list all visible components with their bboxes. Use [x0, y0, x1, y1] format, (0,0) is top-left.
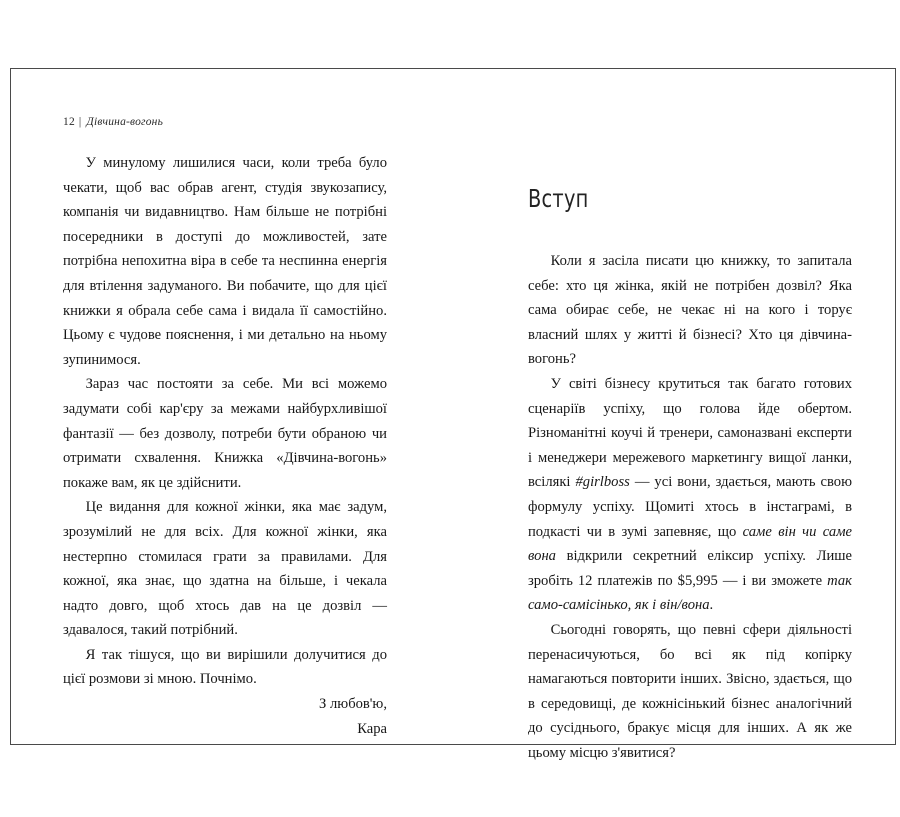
text-run: відкрили секретний еліксир успіху. Лише зробіть 12 платежів по $5,995 — і ви зможете [528, 548, 852, 589]
right-page [454, 69, 897, 761]
paragraph: Сьогодні говорять, що певні сфери діяльності перенасичуються, бо всі як під копірку намагаються повторити інших. Звісно, здається, що в середовищі, де кожнісінький бізнес аналогічний до сусіднього, бракує місця для інших. А як же цьому місцю з'явитися? [528, 621, 852, 761]
paragraph: У минулому лишилися часи, коли треба було чекати, щоб вас обрав агент, студія звукозапису, компанія чи видавництво. Нам більше не потрібні посередники в доступі до можливостей, зате потрібна непохитна віра в себе та неспинна енергія для втілення задуманого. Ви побачите, що для цієї книжки я обрала себе сама і видала її самостійно. Цьому є чудове пояснення, і ми детально на ньому зупинимося. [63, 155, 387, 368]
left-page-body [63, 151, 387, 741]
text-run: . [709, 597, 714, 614]
signoff-block [63, 692, 387, 741]
book-spread [10, 68, 896, 761]
running-head [63, 116, 163, 128]
text-run: У світі бізнесу крутиться так багато готових сценаріїв успіху, що голова йде обертом. Різноманітні коучі й тренери, самоназвані експерти і менеджери мережевого маркетингу вищої ланки, всілякі [528, 375, 852, 491]
signoff-closing: З любов'ю, [319, 696, 387, 713]
paragraph-with-italics [528, 372, 852, 618]
italic-phrase-just-like: так само-самісінько, як і він/вона [528, 572, 852, 614]
left-page [11, 69, 454, 744]
paragraph: Зараз час постояти за себе. Ми всі можемо задумати собі кар'єру за межами найбурхливішої фантазії — без дозволу, потреби бути обраною чи отримати схвалення. Книжка «Дівчина-вогонь» покаже вам, як це здійснити. [63, 376, 387, 491]
right-page-body [528, 249, 852, 765]
running-head-book-title: Дівчина-вогонь [86, 116, 164, 128]
italic-hashtag-girlboss: #girlboss [575, 474, 630, 491]
page-folio: 12 [63, 116, 75, 128]
italic-phrase-him-or-her: саме він чи саме вона [528, 523, 852, 565]
paragraph: Я так тішуся, що ви вирішили долучитися до цієї розмови зі мною. Почнімо. [63, 646, 387, 688]
paragraph: Коли я засіла писати цю книжку, то запитала себе: хто ця жінка, якій не потрібен дозвіл? Яка сама обирає себе, не чекає ні на кого і торує власний шлях у житті й бізнесі? Хто ця дівчина-вогонь? [528, 253, 852, 368]
chapter-title: Вступ [528, 184, 589, 213]
running-head-separator: | [78, 116, 82, 128]
paragraph: Це видання для кожної жінки, яка має задум, зрозумілий не для всіх. Для кожної жінки, яка нестерпно стомилася грати за правилами. Для кожної, яка знає, що здатна на більше, і чекала надто довго, щоб хтось дав на це дозвіл — здавалося, такий потрібний. [63, 499, 387, 639]
text-run: — усі вони, здається, мають свою формулу успіху. Щомиті хтось в інстаграмі, в подкасті чи в зумі запевняє, що [528, 474, 852, 540]
signoff-name: Кара [357, 720, 387, 737]
